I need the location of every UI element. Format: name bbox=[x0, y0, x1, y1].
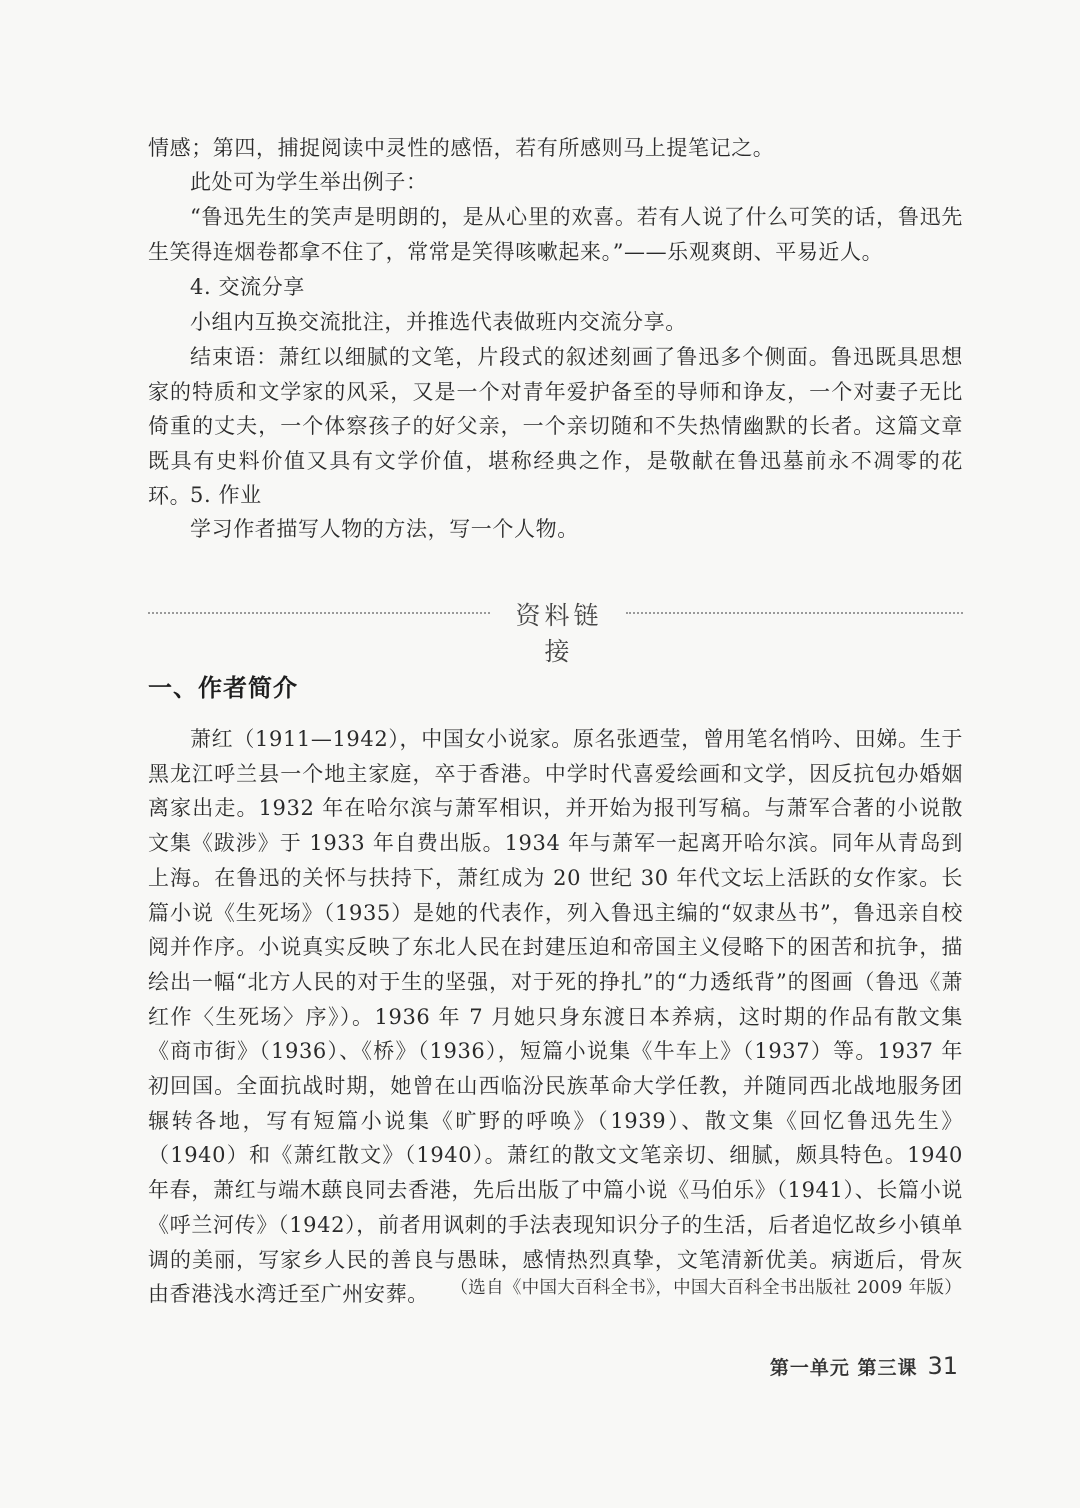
step-5-title: 5. 作业 bbox=[190, 483, 262, 507]
paragraph-reading-method: 情感；第四，捕捉阅读中灵性的感悟，若有所感则马上提笔记之。 bbox=[148, 136, 775, 160]
source-citation: （选自《中国大百科全书》，中国大百科全书出版社 2009 年版） bbox=[450, 1278, 962, 1298]
step-5-text: 学习作者描写人物的方法，写一个人物。 bbox=[190, 517, 579, 541]
page-footer bbox=[770, 1352, 958, 1380]
step-4-text: 小组内互换交流批注，并推选代表做班内交流分享。 bbox=[190, 310, 687, 334]
author-intro-body: 萧红（1911—1942），中国女小说家。原名张迺莹，曾用笔名悄吟、田娣。生于黑龙江呼兰县一个地主家庭，卒于香港。中学时代喜爱绘画和文学，因反抗包办婚姻离家出走。1932 年在哈尔滨与萧军相识，并开始为报刊写稿。与萧军合著的小说散文集《跋涉》于 1933 年自费出版。1934 年与萧军一起离开哈尔滨。同年从青岛到上海。在鲁迅的关怀与扶持下，萧红成为 20 世纪 30 年代文坛上活跃的女作家。长篇小说《生死场》（1935）是她的代表作，列入鲁迅主编的“奴隶丛书”，鲁迅亲自校阅并作序。小说真实反映了东北人民在封建压迫和帝国主义侵略下的困苦和抗争，描绘出一幅“北方人民的对于生的坚强，对于死的挣扎”的“力透纸背”的图画（鲁迅《萧红作〈生死场〉序》）。1936 年 7 月她只身东渡日本养病，这时期的作品有散文集《商市街》（1936）、《桥》（1936），短篇小说集《牛车上》（1937）等。1937 年初回国。全面抗战时期，她曾在山西临汾民族革命大学任教，并随同西北战地服务团辗转各地，写有短篇小说集《旷野的呼唤》（1939）、散文集《回忆鲁迅先生》（1940）和《萧红散文》（1940）。萧红的散文文笔亲切、细腻，颇具特色。1940 年春，萧红与端木蕻良同去香港，先后出版了中篇小说《马伯乐》（1941）、长篇小说《呼兰河传》（1942），前者用讽刺的手法表现知识分子的生活，后者追忆故乡小镇单调的美丽，写家乡人民的善良与愚昧，感情热烈真挚，文笔清新优美。病逝后，骨灰由香港浅水湾迁至广州安葬。 bbox=[148, 727, 963, 1307]
unit-lesson-label: 第一单元 第三课 bbox=[769, 1357, 918, 1379]
resource-link-divider bbox=[148, 596, 963, 666]
author-intro-heading: 一、作者简介 bbox=[148, 674, 298, 702]
paragraph-example-intro: 此处可为学生举出例子： bbox=[190, 170, 428, 194]
divider-line-right bbox=[626, 612, 963, 614]
page-number: 31 bbox=[927, 1352, 958, 1380]
step-4-title: 4. 交流分享 bbox=[190, 275, 305, 299]
paragraph-example-quote: “鲁迅先生的笑声是明朗的，是从心里的欢喜。若有人说了什么可笑的话，鲁迅先生笑得连烟卷都拿不住了，常常是笑得咳嗽起来。”——乐观爽朗、平易近人。 bbox=[148, 205, 963, 264]
resource-link-title: 资料链接 bbox=[515, 601, 603, 666]
paragraph-conclusion: 结束语：萧红以细腻的文笔，片段式的叙述刻画了鲁迅多个侧面。鲁迅既具思想家的特质和文学家的风采，又是一个对青年爱护备至的导师和诤友，一个对妻子无比倚重的丈夫，一个体察孩子的好父亲，一个亲切随和不失热情幽默的长者。这篇文章既具有史料价值又具有文学价值，堪称经典之作，是敬献在鲁迅墓前永不凋零的花环。 bbox=[148, 345, 963, 508]
divider-line-left bbox=[148, 612, 490, 614]
